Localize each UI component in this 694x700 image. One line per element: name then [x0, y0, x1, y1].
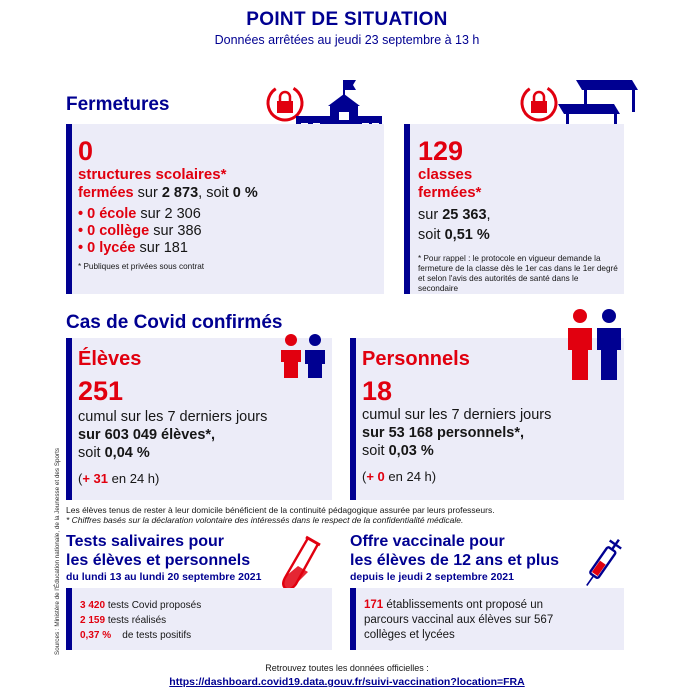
panel-accent-bar: [66, 588, 72, 650]
classes-label-2: fermées*: [418, 184, 482, 201]
classes-total-line: sur 25 363,: [418, 207, 491, 223]
list-item: • 0 école sur 2 306: [78, 206, 201, 222]
structures-list: [78, 206, 202, 257]
panel-accent-bar: [404, 124, 410, 294]
eleves-number: 251: [78, 376, 124, 406]
vaccin-period: depuis le jeudi 2 septembre 2021: [350, 571, 514, 583]
dashboard-link[interactable]: https://dashboard.covid19.data.gouv.fr/suivi-vaccination?location=FRA: [169, 676, 525, 688]
personnels-cumul: cumul sur les 7 derniers jours: [362, 407, 552, 423]
classes-pct-line: soit 0,51 %: [418, 227, 490, 243]
page-subtitle: Données arrêtées au jeudi 23 septembre à 13 h: [214, 33, 480, 47]
panel-accent-bar: [66, 124, 72, 294]
personnels-delta: (+ 0 en 24 h): [362, 469, 437, 484]
list-item: • 0 collège sur 386: [78, 223, 202, 239]
eleves-cumul: cumul sur les 7 derniers jours: [78, 409, 268, 425]
covid-title: Cas de Covid confirmés: [66, 312, 283, 333]
tests-list: [80, 598, 201, 643]
covid-footnote: * Chiffres basés sur la déclaration volontaire des intéressés dans le respect de la confidentialité médicale.: [66, 515, 464, 525]
fermetures-title: Fermetures: [66, 94, 170, 115]
structures-label: structures scolaires*: [78, 166, 227, 183]
test-tube-icon: [282, 534, 322, 594]
personnels-number: 18: [362, 376, 393, 406]
panel-accent-bar: [350, 338, 356, 500]
classes-number: 129: [418, 136, 464, 166]
classes-footnote: * Pour rappel : le protocole en vigueur demande la fermeture de la classe dès le 1er cas dans le 1er degré et selon l'avis des autorités de santé dans le secondaire: [418, 254, 618, 293]
list-item: 3 420 tests Covid proposés: [80, 600, 202, 611]
eleves-delta: (+ 31 en 24 h): [78, 471, 160, 486]
tests-title-1: Tests salivaires pour: [66, 533, 224, 550]
classes-label: classes: [418, 166, 473, 183]
personnels-title: Personnels: [362, 348, 470, 370]
students-icon: [276, 332, 330, 382]
vaccin-title-1: Offre vaccinale pour: [350, 533, 505, 550]
tests-period: du lundi 13 au lundi 20 septembre 2021: [66, 571, 262, 583]
eleves-total: sur 603 049 élèves*,: [78, 427, 216, 443]
page-title: POINT DE SITUATION: [246, 9, 448, 30]
eleves-pct-line: soit 0,04 %: [78, 445, 150, 461]
tests-title-2: les élèves et personnels: [66, 552, 251, 569]
panel-accent-bar: [350, 588, 356, 650]
vaccin-title-2: les élèves de 12 ans et plus: [350, 552, 560, 569]
personnels-total: sur 53 168 personnels*,: [362, 425, 524, 441]
personnels-pct-line: soit 0,03 %: [362, 443, 434, 459]
structures-number: 0: [78, 136, 94, 166]
adults-icon: [566, 308, 624, 382]
list-item: 0,37 % de tests positifs: [80, 630, 192, 641]
list-item: 2 159 tests réalisés: [80, 615, 167, 626]
structures-total-line: fermées sur 2 873, soit 0 %: [78, 185, 258, 201]
syringe-icon: [578, 532, 626, 592]
sources-note: Sources : Ministère de l'Éducation nationale, de la Jeunesse et des Sports: [54, 447, 61, 655]
vaccin-text: 171 établissements ont proposé un parcours vaccinal aux élèves sur 567 collèges et lycées: [364, 599, 554, 641]
panel-accent-bar: [66, 338, 72, 500]
covid-note: Les élèves tenus de rester à leur domicile bénéficient de la continuité pédagogique assurée par leurs professeurs.: [66, 505, 495, 515]
structures-footnote: * Publiques et privées sous contrat: [78, 262, 205, 271]
eleves-title: Élèves: [78, 348, 142, 370]
list-item: • 0 lycée sur 181: [78, 240, 188, 256]
footer-text: Retrouvez toutes les données officielles :: [265, 663, 429, 673]
